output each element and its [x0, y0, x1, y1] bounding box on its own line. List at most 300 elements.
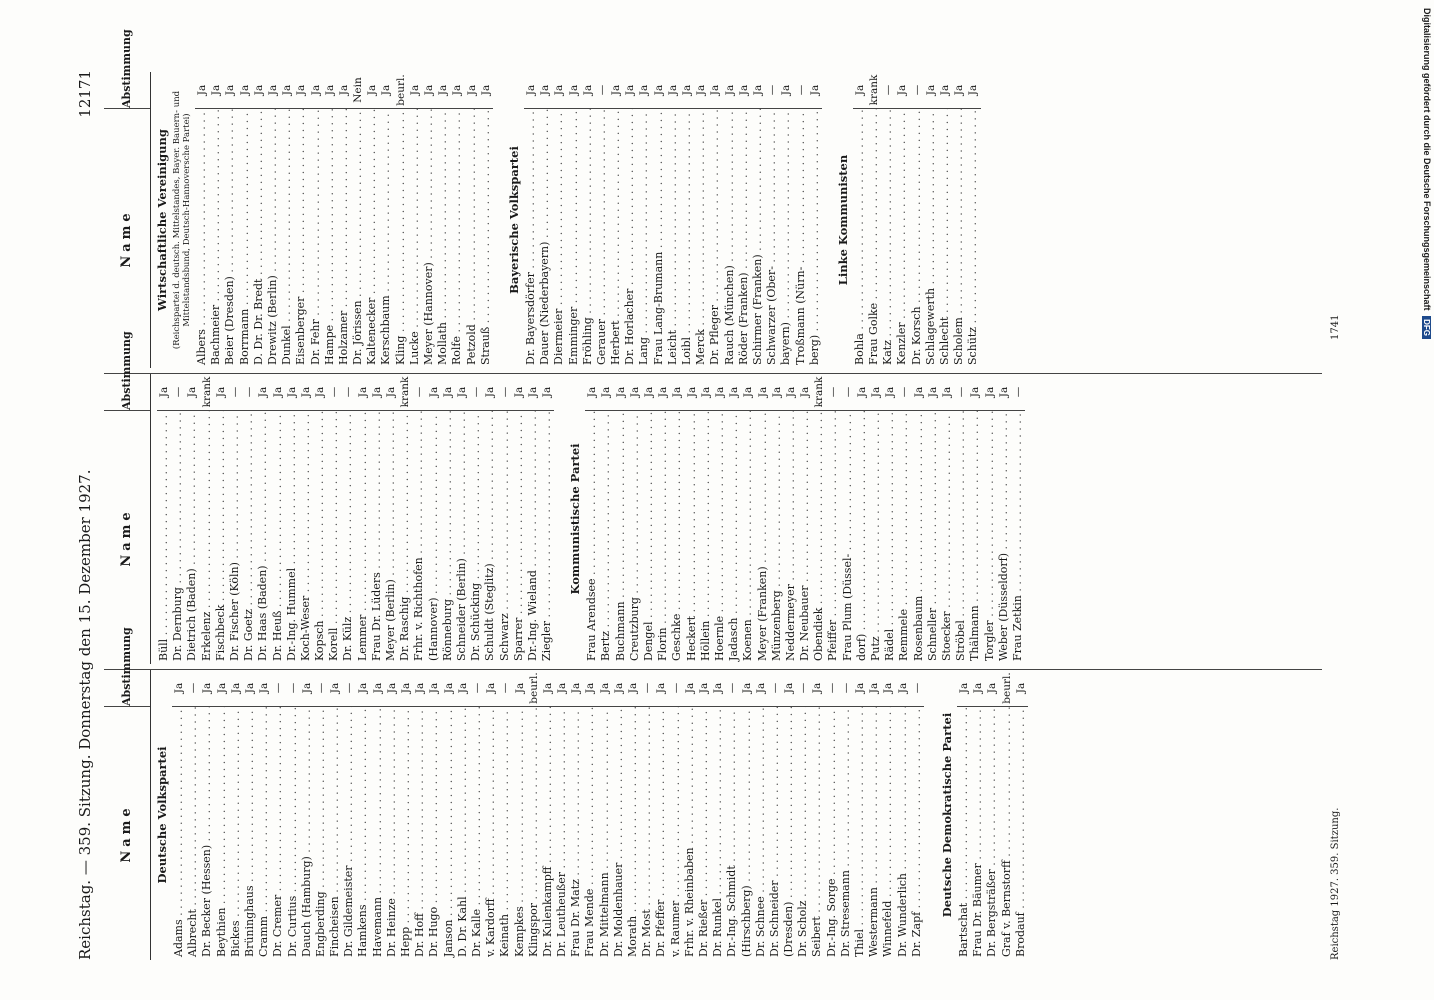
- member-row: [540, 374, 554, 664]
- member-vote: Ja: [200, 670, 214, 707]
- member-row: [379, 72, 393, 368]
- member-row: [756, 374, 770, 664]
- member-name: Gerauer . . .: [595, 109, 609, 368]
- member-vote: —: [595, 72, 609, 109]
- member-row: [699, 374, 713, 664]
- member-vote: Ja: [598, 670, 612, 707]
- member-vote: Ja: [365, 72, 379, 109]
- member-name: Kaltenecker . . .: [365, 109, 379, 368]
- member-name: Klingspor . . .: [527, 707, 541, 960]
- member-vote: —: [826, 374, 840, 411]
- member-name: Drewitz (Berlin) . . .: [266, 109, 280, 368]
- member-row: [223, 72, 237, 368]
- member-row: [952, 72, 966, 368]
- member-name: Scholem . . .: [952, 109, 966, 368]
- member-vote: Ja: [524, 72, 538, 109]
- member-row: [314, 670, 328, 960]
- member-row: [412, 374, 426, 664]
- member-name: Lang . . .: [637, 109, 651, 368]
- member-vote: Ja: [1014, 670, 1028, 707]
- member-row: [825, 670, 839, 960]
- member-row: [869, 374, 883, 664]
- member-name: Dauch (Hamburg) . . .: [300, 707, 314, 960]
- member-vote: Ja: [229, 670, 243, 707]
- member-vote: Ja: [869, 374, 883, 411]
- member-vote: Ja: [737, 72, 751, 109]
- member-name: Dr. Dernburg . . .: [171, 411, 185, 664]
- member-name: Frau Zetkin . . .: [1011, 411, 1025, 664]
- member-vote: Ja: [456, 670, 470, 707]
- member-row: [365, 72, 379, 368]
- member-row: [798, 374, 812, 664]
- page-header: [72, 70, 102, 960]
- member-name: Korell . . .: [327, 411, 341, 664]
- member-vote: Ja: [581, 72, 595, 109]
- member-row: [612, 670, 626, 960]
- member-row: [483, 374, 497, 664]
- header-page-number: 12171: [76, 70, 94, 118]
- member-name: Kerschbaum . . .: [379, 109, 393, 368]
- party-rows: [157, 374, 554, 664]
- member-name: Schneller . . .: [926, 411, 940, 664]
- member-vote: Ja: [699, 374, 713, 411]
- member-name: Dr. Most . . .: [640, 707, 654, 960]
- member-vote: Ja: [740, 670, 754, 707]
- member-name: Remmele . . .: [897, 411, 911, 664]
- member-name: Schwarzer (Ober- . . .: [765, 109, 779, 368]
- member-name: Kling . . .: [394, 109, 408, 368]
- member-vote: Ja: [708, 72, 722, 109]
- member-name: Dr. Leutheußer . . .: [555, 707, 569, 960]
- member-vote: Ja: [895, 72, 909, 109]
- member-row: [971, 670, 985, 960]
- member-row: [796, 670, 810, 960]
- member-row: [881, 670, 895, 960]
- member-name: Torgler . . .: [983, 411, 997, 664]
- member-vote: Ja: [782, 670, 796, 707]
- member-name: Schneider (Berlin) . . .: [455, 411, 469, 664]
- member-name: Frhr. v. Richthofen . . .: [412, 411, 426, 664]
- member-vote: Ja: [455, 374, 469, 411]
- member-name: Dr. Wunderlich . . .: [896, 707, 910, 960]
- member-name: Schütz . . .: [966, 109, 980, 368]
- member-vote: Ja: [896, 670, 910, 707]
- member-row: [666, 72, 680, 368]
- member-name: Hampe . . .: [323, 109, 337, 368]
- member-name: Schlecht . . .: [938, 109, 952, 368]
- member-name: Frau Golke . . .: [867, 109, 881, 368]
- member-vote: Ja: [252, 72, 266, 109]
- member-name: Dr. Kalle . . .: [470, 707, 484, 960]
- member-row: [450, 72, 464, 368]
- member-row: [455, 374, 469, 664]
- member-row: [910, 72, 924, 368]
- member-vote: Ja: [567, 72, 581, 109]
- member-row: [740, 670, 754, 960]
- member-vote: Ja: [299, 374, 313, 411]
- member-row: [398, 374, 412, 664]
- member-name: Morath . . .: [626, 707, 640, 960]
- member-vote: Ja: [798, 374, 812, 411]
- member-name: D. Dr. Dr. Bredt . . .: [252, 109, 266, 368]
- member-row: [954, 374, 968, 664]
- member-name: Brüninghaus . . .: [243, 707, 257, 960]
- member-row: [669, 670, 683, 960]
- member-name: Frau Plum (Düssel- . . .: [841, 411, 855, 664]
- member-vote: Ja: [808, 72, 822, 109]
- member-vote: Ja: [810, 670, 824, 707]
- member-name: Dr. Raschig . . .: [398, 411, 412, 664]
- member-vote: Ja: [266, 72, 280, 109]
- header-name: Name: [119, 804, 134, 863]
- party-rows: [172, 670, 924, 960]
- member-vote: Ja: [209, 72, 223, 109]
- member-vote: Ja: [257, 670, 271, 707]
- member-name: Dr.-Ing. Wieland . . .: [526, 411, 540, 664]
- member-vote: —: [1011, 374, 1025, 411]
- member-row: [640, 670, 654, 960]
- member-vote: Ja: [883, 374, 897, 411]
- member-name: Strauß . . .: [479, 109, 493, 368]
- member-vote: Ja: [642, 374, 656, 411]
- side-credit-text: Digitalisierung gefördert durch die Deutsche Forschungsgemeinschaft: [1422, 8, 1432, 311]
- member-row: [271, 670, 285, 960]
- member-name: Rolfe . . .: [450, 109, 464, 368]
- member-name: Buchmann . . .: [614, 411, 628, 664]
- member-vote: Ja: [479, 72, 493, 109]
- member-name: Dauer (Niederbayern) . . .: [538, 109, 552, 368]
- member-vote: —: [841, 374, 855, 411]
- member-vote: beurl.: [394, 72, 408, 109]
- member-row: [656, 374, 670, 664]
- member-vote: Ja: [623, 72, 637, 109]
- member-row: [569, 670, 583, 960]
- member-vote: —: [327, 374, 341, 411]
- member-vote: Ja: [300, 670, 314, 707]
- party-heading: Bayerische Volkspartei: [506, 146, 521, 294]
- member-row: [599, 374, 613, 664]
- member-name: Frau Dr. Matz . . .: [569, 707, 583, 960]
- member-row: [985, 670, 999, 960]
- member-name: Graf v. Bernstorff . . .: [1000, 707, 1014, 960]
- member-name: Mollath . . .: [436, 109, 450, 368]
- member-name: Schlagewerth . . .: [924, 109, 938, 368]
- member-vote: Ja: [256, 374, 270, 411]
- member-name: Beythien . . .: [215, 707, 229, 960]
- member-name: Dr. Mittelmann . . .: [598, 707, 612, 960]
- member-row: [313, 374, 327, 664]
- member-name: Frau Dr. Bäumer . . .: [971, 707, 985, 960]
- member-row: [895, 72, 909, 368]
- member-row: [456, 670, 470, 960]
- member-row: [782, 670, 796, 960]
- member-name: Dr. Schnee . . .: [754, 707, 768, 960]
- member-row: [538, 72, 552, 368]
- member-name: Petzold . . .: [465, 109, 479, 368]
- member-row: [867, 670, 881, 960]
- member-name: Holzamer . . .: [337, 109, 351, 368]
- member-vote: Ja: [694, 72, 708, 109]
- member-vote: —: [897, 374, 911, 411]
- member-row: [484, 670, 498, 960]
- member-row: [228, 374, 242, 664]
- member-row: [185, 374, 199, 664]
- member-row: [524, 72, 538, 368]
- member-row: [285, 374, 299, 664]
- member-vote: Ja: [853, 670, 867, 707]
- member-row: [711, 670, 725, 960]
- member-row: [266, 72, 280, 368]
- member-vote: Ja: [697, 670, 711, 707]
- member-name: Florin . . .: [656, 411, 670, 664]
- member-name: Dr. Neubauer . . .: [798, 411, 812, 664]
- member-row: [808, 72, 822, 368]
- member-name: Büll . . .: [157, 411, 171, 664]
- member-name: Fincheisen . . .: [328, 707, 342, 960]
- party-rows: [853, 72, 981, 368]
- member-row: [280, 72, 294, 368]
- member-vote: Ja: [926, 374, 940, 411]
- member-row: [628, 374, 642, 664]
- header-title: Reichstag. — 359. Sitzung. Donnerstag den 15. Dezember 1927.: [76, 469, 94, 960]
- member-vote: Ja: [215, 670, 229, 707]
- party-heading: Wirtschaftliche Vereinigung: [155, 129, 169, 311]
- member-name: Katz . . .: [881, 109, 895, 368]
- member-vote: Ja: [484, 670, 498, 707]
- member-vote: Ja: [741, 374, 755, 411]
- member-vote: Ja: [952, 72, 966, 109]
- member-vote: Ja: [912, 374, 926, 411]
- member-name: Stoecker . . .: [940, 411, 954, 664]
- member-row: [513, 670, 527, 960]
- member-vote: —: [725, 670, 739, 707]
- member-vote: Ja: [223, 72, 237, 109]
- member-row: [737, 72, 751, 368]
- member-row: [309, 72, 323, 368]
- member-name: Dr. Haas (Baden) . . .: [256, 411, 270, 664]
- member-name: Dr. Külz . . .: [341, 411, 355, 664]
- member-name: Keinath . . .: [498, 707, 512, 960]
- member-name: Dr. Becker (Hessen) . . .: [200, 707, 214, 960]
- member-vote: Ja: [652, 72, 666, 109]
- member-vote: Ja: [583, 670, 597, 707]
- member-vote: —: [910, 670, 924, 707]
- member-name: Rädel . . .: [883, 411, 897, 664]
- member-row: [252, 72, 266, 368]
- member-vote: Ja: [680, 72, 694, 109]
- member-name: Adams . . .: [172, 707, 186, 960]
- member-vote: Ja: [427, 374, 441, 411]
- member-name: Rosenbaum . . .: [912, 411, 926, 664]
- member-name: Thiel . . .: [853, 707, 867, 960]
- member-name: Kopsch . . .: [313, 411, 327, 664]
- member-name: Brodauf . . .: [1014, 707, 1028, 960]
- member-row: [609, 72, 623, 368]
- member-vote: Ja: [185, 374, 199, 411]
- member-vote: Ja: [924, 72, 938, 109]
- member-row: [299, 374, 313, 664]
- member-name: Dietrich (Baden) . . .: [185, 411, 199, 664]
- member-name: Dr. Jörissen . . .: [351, 109, 365, 368]
- member-name: Dr. Goetz . . .: [242, 411, 256, 664]
- column-body: [151, 374, 1025, 664]
- member-vote: Ja: [294, 72, 308, 109]
- footer-page-number: 1741: [1330, 314, 1341, 340]
- member-name: Dr. Runkel . . .: [711, 707, 725, 960]
- party-heading: Deutsche Volkspartei: [155, 746, 169, 884]
- member-row: [294, 72, 308, 368]
- member-vote: —: [314, 670, 328, 707]
- member-name: Frau Mende . . .: [583, 707, 597, 960]
- member-name: Dr. Scholz . . .: [796, 707, 810, 960]
- member-vote: Ja: [356, 374, 370, 411]
- member-row: [200, 374, 214, 664]
- member-row: [968, 374, 982, 664]
- member-name: Beier (Dresden) . . .: [223, 109, 237, 368]
- member-name: Kenzler . . .: [895, 109, 909, 368]
- member-name: Lucke . . .: [408, 109, 422, 368]
- member-row: [300, 670, 314, 960]
- member-row: [469, 374, 483, 664]
- member-name: Engberding . . .: [314, 707, 328, 960]
- member-row: [694, 72, 708, 368]
- member-row: [512, 374, 526, 664]
- member-row: [385, 670, 399, 960]
- member-row: [384, 374, 398, 664]
- party-rows: [957, 670, 1028, 960]
- member-row: [436, 72, 450, 368]
- member-row: [541, 670, 555, 960]
- member-name: Dr. Bergsträßer . . .: [985, 707, 999, 960]
- member-row: [238, 72, 252, 368]
- member-name: Dr. Fischer (Köln) . . .: [228, 411, 242, 664]
- header-vote: Abstimmung: [104, 72, 150, 109]
- member-row: [741, 374, 755, 664]
- member-row: [784, 374, 798, 664]
- member-row: [552, 72, 566, 368]
- member-vote: Ja: [881, 670, 895, 707]
- member-name: Dr. Rießer . . .: [697, 707, 711, 960]
- member-name: v. Raumer . . .: [669, 707, 683, 960]
- member-name: Hepp . . .: [399, 707, 413, 960]
- member-row: [680, 72, 694, 368]
- member-vote: Ja: [756, 374, 770, 411]
- member-name: Dr. Heuß . . .: [271, 411, 285, 664]
- member-vote: —: [342, 670, 356, 707]
- member-vote: —: [794, 72, 808, 109]
- member-row: [470, 670, 484, 960]
- member-name: Frau Dr. Lüders . . .: [370, 411, 384, 664]
- member-vote: —: [341, 374, 355, 411]
- member-vote: Ja: [271, 374, 285, 411]
- member-name: Lemmer . . .: [356, 411, 370, 664]
- member-name: Dr. Stresemann . . .: [839, 707, 853, 960]
- member-row: [342, 670, 356, 960]
- member-row: [242, 374, 256, 664]
- member-name: Bertz . . .: [599, 411, 613, 664]
- member-name: Eisenberger . . .: [294, 109, 308, 368]
- member-row: [670, 374, 684, 664]
- member-name: Frau Lang-Brumann . . .: [652, 109, 666, 368]
- member-name: Dr. Hugo . . .: [427, 707, 441, 960]
- member-row: [327, 374, 341, 664]
- member-name: Winnefeld . . .: [881, 707, 895, 960]
- member-vote: Ja: [855, 374, 869, 411]
- member-row: [1011, 374, 1025, 664]
- column-header: [104, 331, 151, 664]
- member-vote: Ja: [628, 374, 642, 411]
- member-vote: Ja: [214, 374, 228, 411]
- member-vote: Ja: [399, 670, 413, 707]
- member-vote: Ja: [538, 72, 552, 109]
- member-name: Bickes . . .: [229, 707, 243, 960]
- member-row: [983, 374, 997, 664]
- member-vote: Ja: [157, 374, 171, 411]
- column-3: [104, 29, 1322, 368]
- member-vote: Ja: [243, 670, 257, 707]
- member-vote: —: [498, 670, 512, 707]
- header-name: Name: [119, 508, 134, 567]
- member-name: Westermann . . .: [867, 707, 881, 960]
- member-vote: Ja: [711, 670, 725, 707]
- header-vote: Abstimmung: [104, 670, 150, 707]
- member-vote: —: [768, 670, 782, 707]
- member-row: [171, 374, 185, 664]
- member-vote: beurl.: [1000, 670, 1014, 707]
- member-row: [567, 72, 581, 368]
- member-name: Pfeiffer . . .: [826, 411, 840, 664]
- member-name: Troßmann (Nürn- . . .: [794, 109, 808, 368]
- member-row: [794, 72, 808, 368]
- member-name: Cramm . . .: [257, 707, 271, 960]
- member-name: Dr. Gildemeister . . .: [342, 707, 356, 960]
- member-name: Dr. Curtius . . .: [286, 707, 300, 960]
- member-row: [841, 374, 855, 664]
- member-vote: —: [640, 670, 654, 707]
- member-vote: —: [186, 670, 200, 707]
- member-name: Frhr. v. Rheinbaben . . .: [683, 707, 697, 960]
- member-name: Dr.-Ing. Schmidt . . .: [725, 707, 739, 960]
- member-vote: Ja: [427, 670, 441, 707]
- member-row: [555, 670, 569, 960]
- member-name: Sparrer . . .: [512, 411, 526, 664]
- member-vote: beurl.: [527, 670, 541, 707]
- member-name: Putz . . .: [869, 411, 883, 664]
- member-vote: —: [271, 670, 285, 707]
- member-vote: Ja: [371, 670, 385, 707]
- member-row: [1000, 670, 1014, 960]
- member-name: Dr. Heinze . . .: [385, 707, 399, 960]
- member-name: Hamkens . . .: [356, 707, 370, 960]
- member-vote: Ja: [727, 374, 741, 411]
- member-row: [654, 670, 668, 960]
- party-heading: Linke Kommunisten: [835, 154, 850, 286]
- member-vote: Ja: [968, 374, 982, 411]
- member-vote: Ja: [751, 72, 765, 109]
- member-name: (Hirschberg) . . .: [740, 707, 754, 960]
- member-row: [214, 374, 228, 664]
- member-row: [765, 72, 779, 368]
- member-row: [215, 670, 229, 960]
- member-vote: Ja: [441, 374, 455, 411]
- side-credit: [1418, 8, 1432, 998]
- member-name: Dr. Bayersdörfer . . .: [524, 109, 538, 368]
- member-vote: Ja: [450, 72, 464, 109]
- member-vote: Ja: [552, 72, 566, 109]
- member-vote: Ja: [422, 72, 436, 109]
- member-row: [708, 72, 722, 368]
- member-vote: Ja: [983, 374, 997, 411]
